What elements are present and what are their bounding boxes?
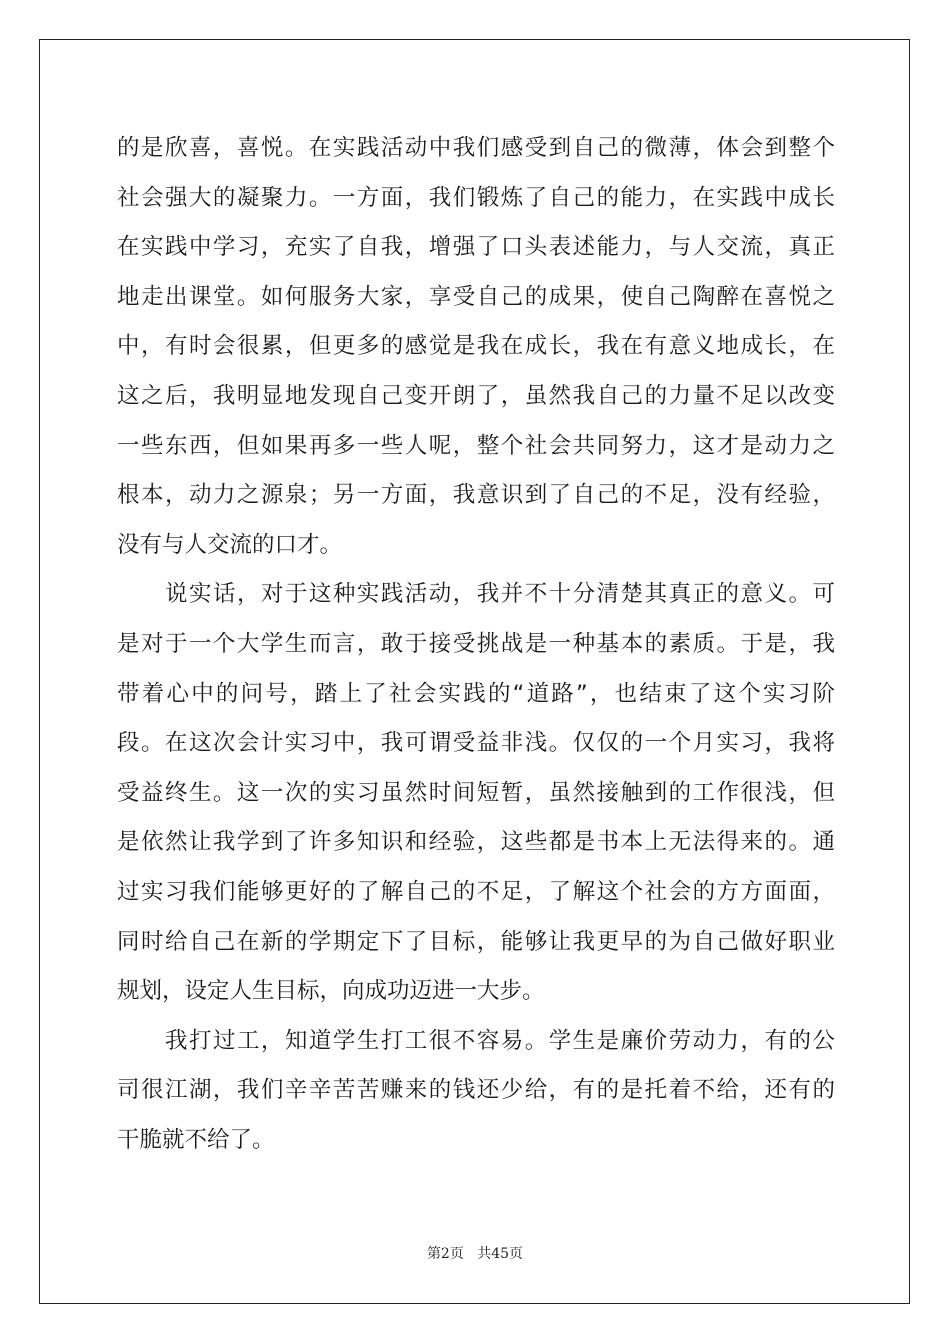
- text-line: 带着心中的问号，踏上了社会实践的“道路”，也结束了这个实习阶: [117, 680, 835, 707]
- text-line: 受益终生。这一次的实习虽然时间短暂，虽然接触到的工作很浅，但: [117, 779, 835, 806]
- text-line: 根本，动力之源泉；另一方面，我意识到了自己的不足，没有经验，: [117, 482, 835, 509]
- text-line: 同时给自己在新的学期定下了目标，能够让我更早的为自己做好职业: [117, 928, 835, 955]
- text-line: 过实习我们能够更好的了解自己的不足，了解这个社会的方方面面，: [117, 878, 835, 905]
- text-line: 司很江湖，我们辛辛苦苦赚来的钱还少给，有的是托着不给，还有的: [117, 1077, 835, 1104]
- text-line: 的是欣喜，喜悦。在实践活动中我们感受到自己的微薄，体会到整个: [117, 135, 835, 161]
- document-body: [117, 124, 835, 1165]
- text-line: 这之后，我明显地发现自己变开朗了，虽然我自己的力量不足以改变: [117, 382, 835, 409]
- text-line: 是对于一个大学生而言，敢于接受挑战是一种基本的素质。于是，我: [117, 630, 835, 657]
- text-line: 中，有时会很累，但更多的感觉是我在成长，我在有意义地成长，在: [117, 333, 835, 360]
- text-line: 社会强大的凝聚力。一方面，我们锻炼了自己的能力，在实践中成长: [117, 184, 835, 211]
- text-line: 地走出课堂。如何服务大家，享受自己的成果，使自己陶醉在喜悦之: [117, 283, 835, 310]
- text-line: 段。在这次会计实习中，我可谓受益非浅。仅仅的一个月实习，我将: [117, 730, 835, 757]
- text-line: 干脆就不给了。: [117, 1126, 275, 1153]
- text-line: 我打过工，知道学生打工很不容易。学生是廉价劳动力，有的公: [165, 1027, 835, 1054]
- page-total: 共45页: [477, 1246, 524, 1262]
- text-line: 规划，设定人生目标，向成功迈进一大步。: [117, 978, 545, 1005]
- text-line: 是依然让我学到了许多知识和经验，这些都是书本上无法得来的。通: [117, 829, 835, 856]
- page-footer: [0, 1243, 950, 1263]
- text-line: 说实话，对于这种实践活动，我并不十分清楚其真正的意义。可: [165, 581, 835, 608]
- page-number: 第2页: [426, 1246, 464, 1262]
- text-line: 在实践中学习，充实了自我，增强了口头表述能力，与人交流，真正: [117, 234, 835, 261]
- text-line: 一些东西，但如果再多一些人呢，整个社会共同努力，这才是动力之: [117, 432, 835, 459]
- text-line: 没有与人交流的口才。: [117, 531, 343, 558]
